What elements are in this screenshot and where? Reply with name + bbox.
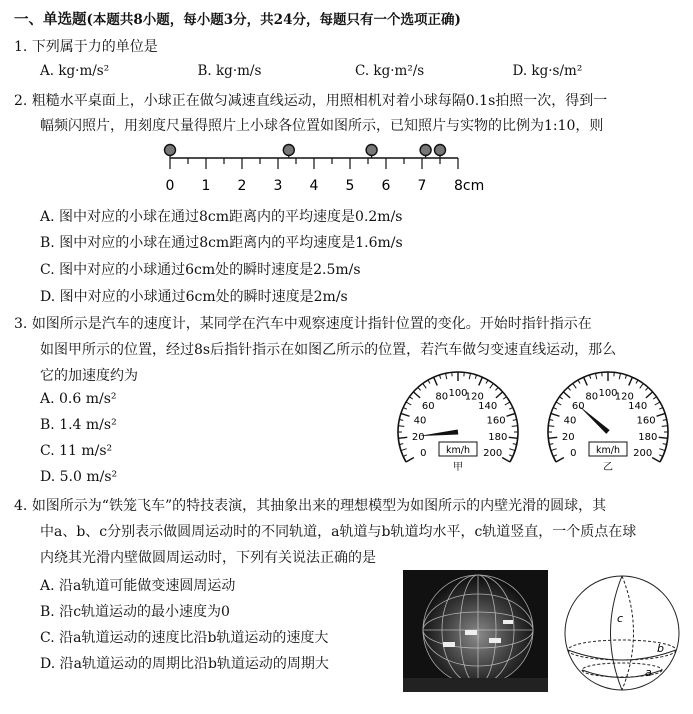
ruler-label: 0 bbox=[165, 178, 175, 194]
gauge-tick bbox=[659, 408, 663, 410]
label-b: b bbox=[657, 642, 664, 655]
q2-stem-2: 幅频闪照片，用刻度尺量得照片上小球各位置如图所示，已知照片与实物的比例为1:10，则 bbox=[40, 118, 604, 134]
sphere-diagram bbox=[561, 572, 683, 694]
gauge-tick bbox=[512, 426, 518, 427]
gauge-tick bbox=[655, 402, 660, 405]
unit-label: km/h bbox=[446, 445, 470, 456]
gauge-tick bbox=[490, 383, 494, 388]
q4-option-a[interactable]: A. 沿a轨道可能做变速圆周运动 bbox=[40, 578, 236, 594]
label-c: c bbox=[617, 612, 624, 625]
ruler-label: 4 bbox=[309, 178, 319, 194]
q3-option-b[interactable]: B. 1.4 m/s² bbox=[40, 417, 117, 433]
gauge-tick bbox=[409, 397, 412, 399]
q2-stem-1: 2. 粗糙水平桌面上，小球正在做匀减速直线运动，用照相机对着小球每隔0.1s拍照一次，得到一 bbox=[14, 93, 608, 109]
ruler-label: 8cm bbox=[454, 178, 485, 194]
q4-option-b[interactable]: B. 沿c轨道运动的最小速度为0 bbox=[40, 604, 230, 620]
gauge-tick bbox=[559, 397, 562, 399]
gauge-tick bbox=[659, 449, 665, 451]
gauge-tick bbox=[439, 375, 440, 379]
gauge-tick bbox=[423, 383, 427, 388]
gauge-tick bbox=[657, 413, 666, 416]
q3-stem-1: 3. 如图所示是汽车的速度计，某同学在汽车中观察速度计指针位置的变化。开始时指针指示在 bbox=[14, 316, 592, 332]
gauge-label: 60 bbox=[421, 401, 435, 413]
gauge-label: 120 bbox=[464, 391, 484, 403]
iron-cage-photo bbox=[403, 570, 548, 692]
gauge-tick bbox=[403, 408, 407, 410]
label-a: a bbox=[645, 666, 652, 679]
gauge-tick bbox=[551, 449, 557, 451]
gauge-tick bbox=[495, 387, 498, 390]
gauge-caption: 乙 bbox=[603, 462, 613, 473]
gauge-tick bbox=[551, 413, 560, 416]
gauge-tick bbox=[469, 373, 470, 379]
gauge-tick bbox=[509, 449, 515, 451]
q1-option-a[interactable]: A. kg·m/s² bbox=[40, 63, 110, 79]
gauge-label: 20 bbox=[561, 432, 575, 444]
gauge-label: 60 bbox=[571, 401, 585, 413]
gauge-tick bbox=[563, 392, 570, 398]
gauge-label: 40 bbox=[413, 415, 427, 427]
gauge-label: 180 bbox=[638, 432, 658, 444]
iron-cage-photo-image bbox=[403, 570, 548, 692]
speedometer-jia bbox=[398, 372, 518, 473]
gauge-tick bbox=[413, 392, 420, 398]
section-title: 一、单选题 bbox=[14, 12, 87, 28]
gauge-caption: 甲 bbox=[453, 462, 463, 473]
gauge-tick bbox=[401, 413, 410, 416]
gauge-tick bbox=[619, 373, 620, 379]
gauge-label: 140 bbox=[628, 401, 648, 413]
q4-option-d[interactable]: D. 沿a轨道运动的周期比沿b轨道运动的周期大 bbox=[40, 656, 329, 672]
q1-stem bbox=[14, 36, 158, 56]
gauge-label: 100 bbox=[598, 388, 618, 399]
gauge-tick bbox=[556, 458, 564, 463]
q4-option-c[interactable]: C. 沿a轨道运动的速度比沿b轨道运动的速度大 bbox=[40, 630, 329, 646]
gauge-label: 140 bbox=[478, 401, 498, 413]
q1-text: 下列属于力的单位是 bbox=[31, 39, 158, 55]
gauge-tick bbox=[418, 387, 421, 390]
ball bbox=[283, 145, 294, 156]
q4-stem-1: 4. 如图所示为“铁笼飞车”的特技表演，其抽象出来的理想模型为如图所示的内壁光滑的圆球，其 bbox=[14, 498, 607, 514]
gauge-tick bbox=[475, 375, 476, 379]
gauge-tick bbox=[406, 402, 411, 405]
q3-option-c[interactable]: C. 11 m/s² bbox=[40, 443, 113, 459]
gauge-label: 0 bbox=[420, 448, 427, 459]
gauge-tick bbox=[428, 380, 430, 383]
gauge-label: 20 bbox=[411, 432, 425, 444]
gauge-label: 100 bbox=[448, 388, 468, 399]
gauge-tick bbox=[662, 426, 668, 427]
q4-stem-2: 中a、b、c分别表示做圆周运动时的不同轨道，a轨道与b轨道均水平，c轨道竖直，一个质点在球 bbox=[40, 524, 637, 540]
gauge-tick bbox=[568, 387, 571, 390]
gauge-tick bbox=[479, 377, 483, 385]
gauge-tick bbox=[398, 426, 404, 427]
gauge-tick bbox=[434, 377, 438, 385]
gauge-tick bbox=[659, 455, 663, 457]
gauge-tick bbox=[398, 437, 407, 438]
gauge-tick bbox=[548, 437, 557, 438]
q1-options bbox=[40, 63, 670, 79]
gauge-tick bbox=[486, 380, 488, 383]
ball bbox=[420, 145, 431, 156]
gauge-tick bbox=[629, 377, 633, 385]
q3-number: 3. bbox=[14, 316, 28, 332]
gauge-label: 160 bbox=[636, 415, 656, 427]
q3-option-d[interactable]: D. 5.0 m/s² bbox=[40, 469, 118, 485]
gauge-label: 0 bbox=[570, 448, 577, 459]
sphere-outline bbox=[565, 576, 679, 690]
ruler-label: 7 bbox=[417, 178, 427, 194]
q2-option-c[interactable]: C. 图中对应的小球通过6cm处的瞬时速度是2.5m/s bbox=[40, 262, 361, 278]
gauge-tick bbox=[503, 397, 506, 399]
q4-stem-3: 内绕其光滑内壁做圆周运动时，下列有关说法正确的是 bbox=[40, 550, 376, 566]
unit-label: km/h bbox=[596, 445, 620, 456]
gauge-label: 200 bbox=[633, 448, 653, 459]
gauge-needle bbox=[578, 405, 609, 434]
gauge-tick bbox=[659, 437, 668, 438]
ball bbox=[435, 145, 446, 156]
q2-option-b[interactable]: B. 图中对应的小球在通过8cm距离内的平均速度是1.6m/s bbox=[40, 235, 403, 251]
gauge-tick bbox=[496, 392, 503, 398]
gauge-tick bbox=[652, 458, 660, 463]
q3-speedometers-figure bbox=[378, 368, 678, 480]
gauge-label: 80 bbox=[435, 391, 449, 403]
gauge-tick bbox=[584, 377, 588, 385]
gauge-tick bbox=[403, 455, 407, 457]
ball bbox=[165, 145, 176, 156]
gauge-tick bbox=[653, 397, 656, 399]
gauge-tick bbox=[556, 402, 561, 405]
section-header bbox=[14, 8, 461, 29]
gauge-tick bbox=[646, 392, 653, 398]
gauge-tick bbox=[509, 408, 513, 410]
gauge-label: 180 bbox=[488, 432, 508, 444]
gauge-label: 40 bbox=[563, 415, 577, 427]
gauge-tick bbox=[502, 458, 510, 463]
gauge-tick bbox=[578, 380, 580, 383]
gauge-tick bbox=[645, 387, 648, 390]
q2-number: 2. bbox=[14, 93, 28, 109]
gauge-label: 80 bbox=[585, 391, 599, 403]
ruler-label: 1 bbox=[201, 178, 211, 194]
gauge-label: 200 bbox=[483, 448, 503, 459]
ruler bbox=[165, 145, 485, 195]
q3-stem-2: 如图甲所示的位置，经过8s后指针指示在如图乙所示的位置，若汽车做匀变速直线运动，那么 bbox=[40, 342, 617, 358]
q1-option-c[interactable]: C. kg·m²/s bbox=[355, 63, 425, 79]
gauge-tick bbox=[406, 458, 414, 463]
q2-ruler-figure bbox=[155, 138, 495, 196]
gauge-label: 120 bbox=[614, 391, 634, 403]
q1-number: 1. bbox=[14, 39, 28, 55]
gauge-tick bbox=[509, 455, 513, 457]
ruler-label: 3 bbox=[273, 178, 283, 194]
track-c-front bbox=[611, 576, 623, 690]
gauge-tick bbox=[505, 402, 510, 405]
q2-option-a[interactable]: A. 图中对应的小球在通过8cm距离内的平均速度是0.2m/s bbox=[40, 209, 403, 225]
gauge-tick bbox=[507, 413, 516, 416]
q4-number: 4. bbox=[14, 498, 28, 514]
section-note: (本题共8小题，每小题3分，共24分，每题只有一个选项正确) bbox=[86, 12, 461, 28]
ruler-label: 5 bbox=[345, 178, 355, 194]
gauge-label: 160 bbox=[486, 415, 506, 427]
gauge-tick bbox=[509, 437, 518, 438]
speedometer-yi bbox=[548, 372, 668, 473]
gauge-tick bbox=[596, 373, 597, 379]
gauge-tick bbox=[401, 449, 407, 451]
ruler-label: 2 bbox=[237, 178, 247, 194]
gauge-tick bbox=[589, 375, 590, 379]
q3-stem-3: 它的加速度约为 bbox=[40, 368, 138, 384]
track-c-back bbox=[622, 576, 634, 690]
gauge-tick bbox=[636, 380, 638, 383]
q2-option-d[interactable]: D. 图中对应的小球通过6cm处的瞬时速度是2m/s bbox=[40, 289, 348, 305]
gauge-tick bbox=[625, 375, 626, 379]
ball bbox=[366, 145, 377, 156]
gauge-tick bbox=[640, 383, 644, 388]
q1-option-b[interactable]: B. kg·m/s bbox=[197, 63, 262, 79]
gauge-tick bbox=[573, 383, 577, 388]
gauge-tick bbox=[548, 426, 554, 427]
gauge-tick bbox=[553, 455, 557, 457]
q3-option-a[interactable]: A. 0.6 m/s² bbox=[40, 391, 117, 407]
q1-option-d[interactable]: D. kg·s/m² bbox=[512, 63, 583, 79]
gauge-tick bbox=[553, 408, 557, 410]
gauge-tick bbox=[446, 373, 447, 379]
ruler-label: 6 bbox=[381, 178, 391, 194]
